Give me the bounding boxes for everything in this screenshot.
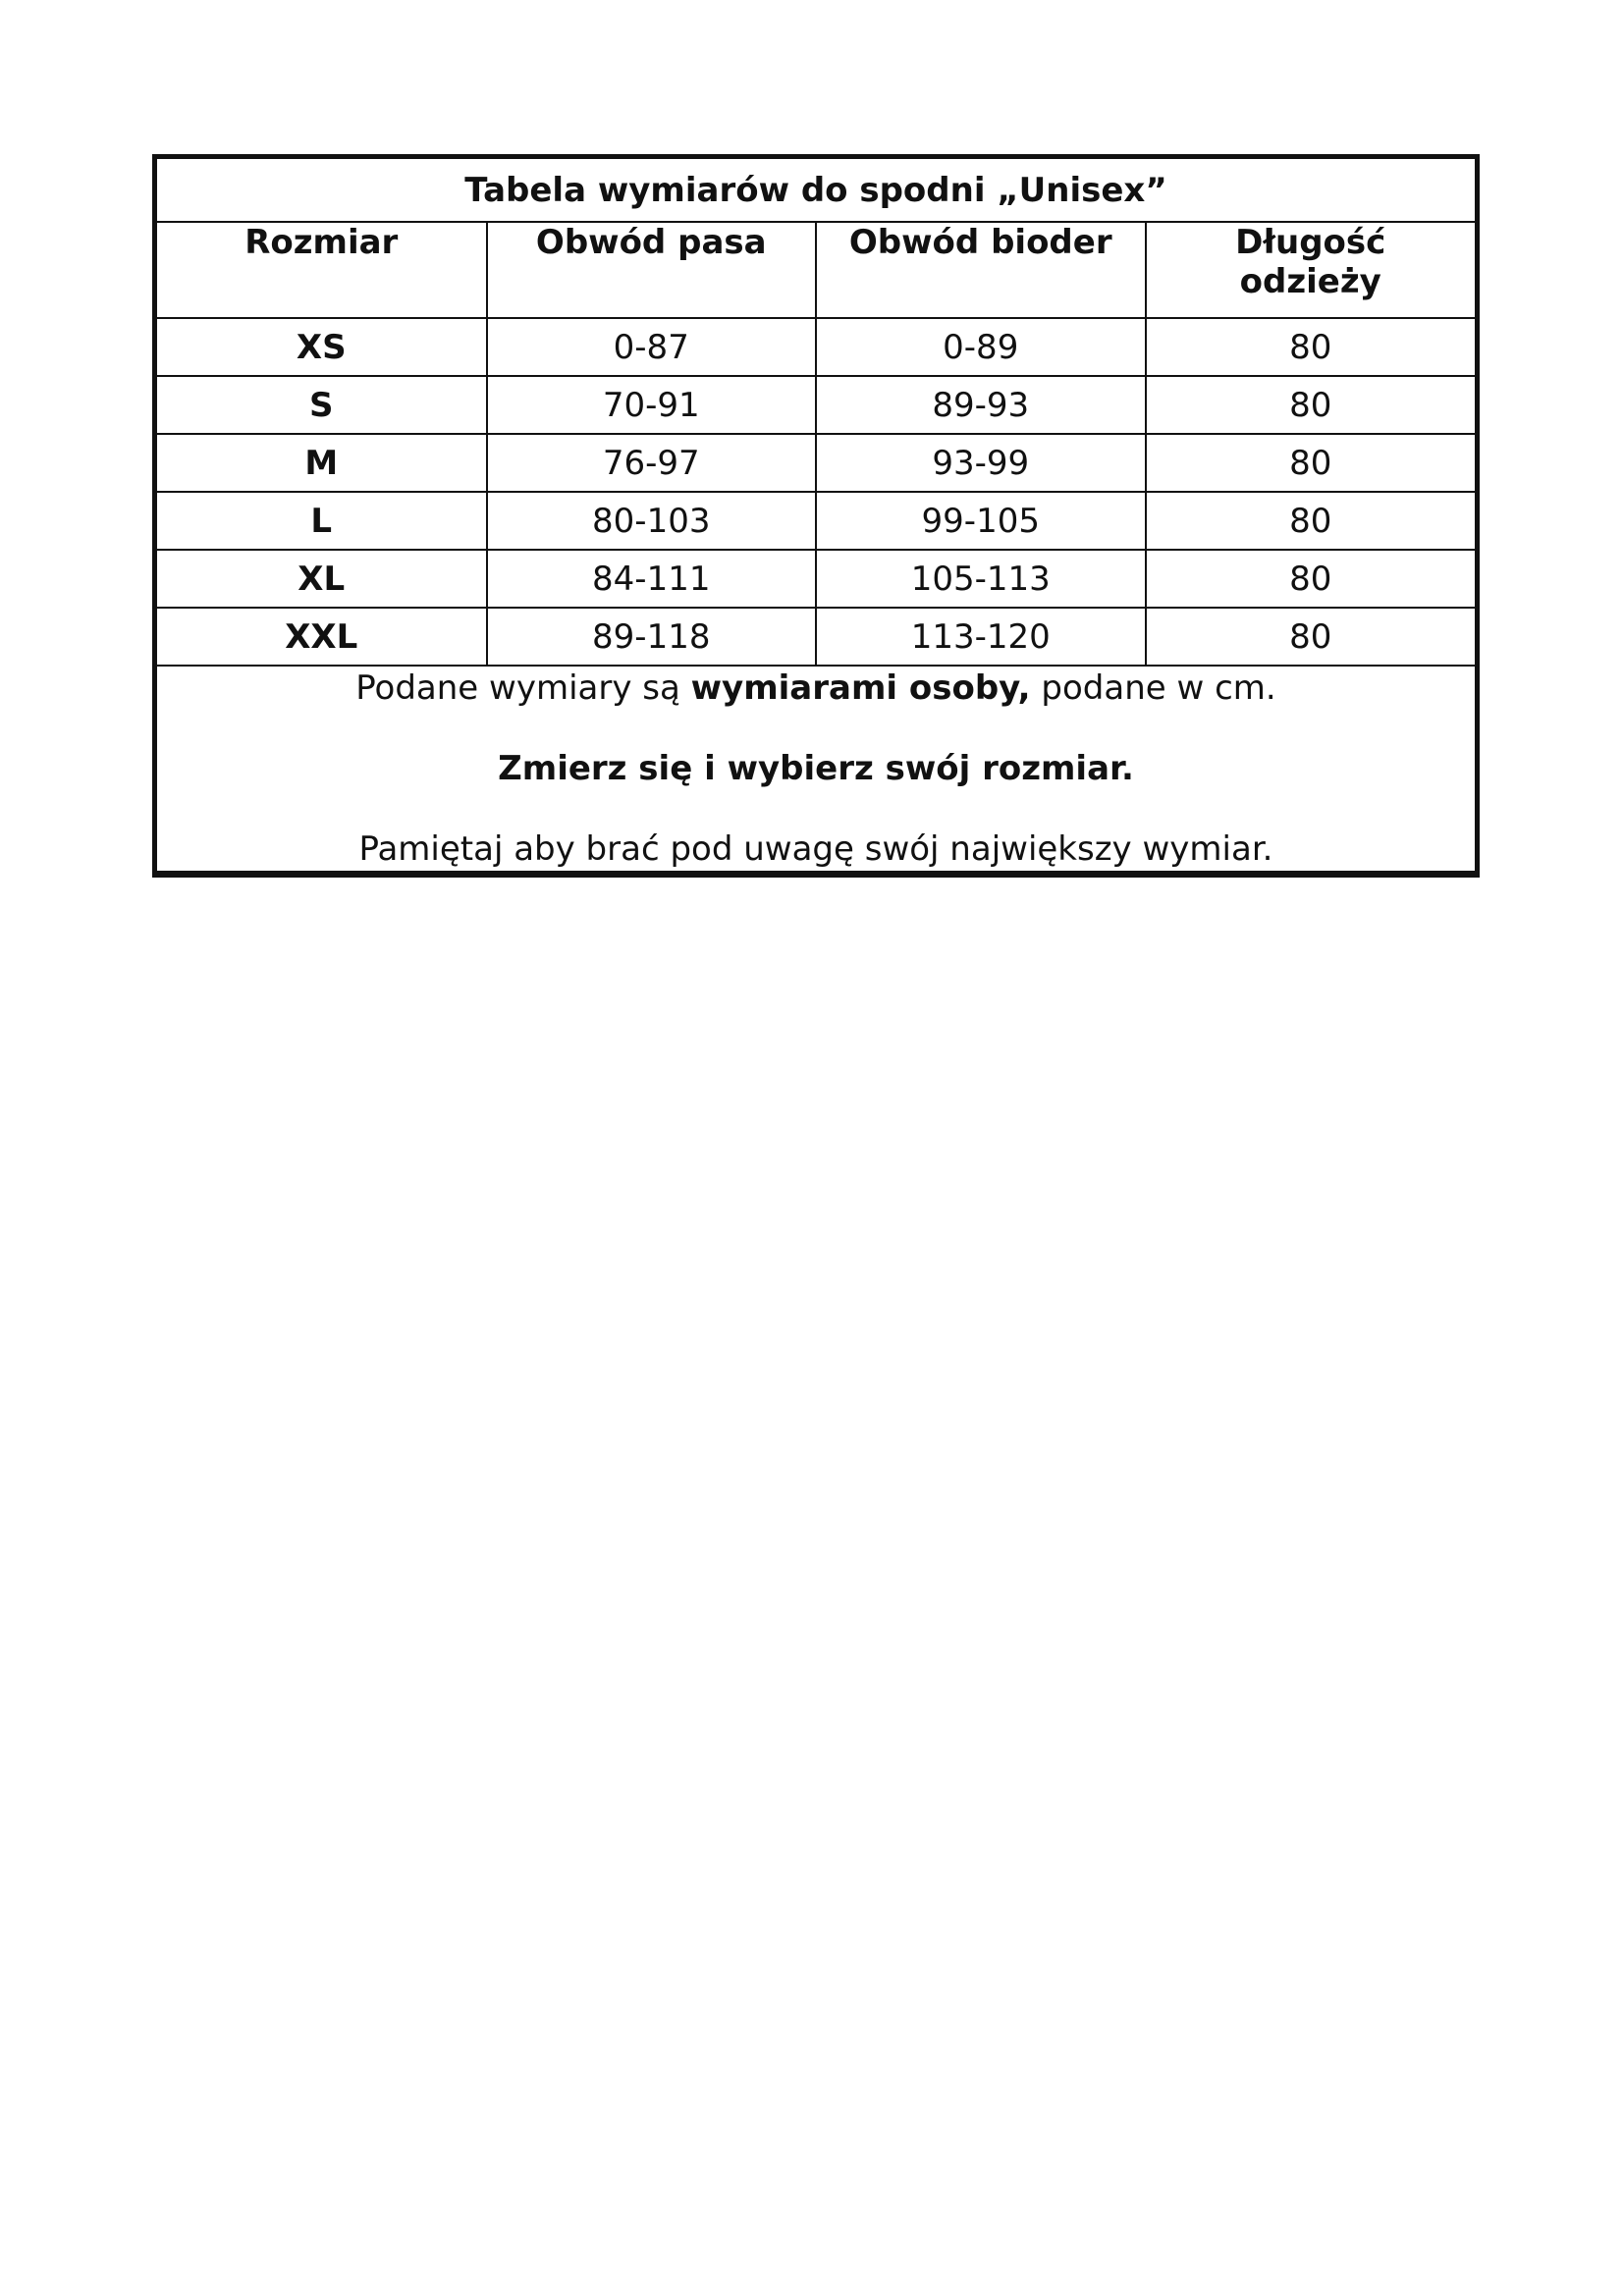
note-measurements [157,667,1475,710]
header-size: Rozmiar [157,222,487,318]
cell-size: M [157,434,487,492]
table-title-row [157,159,1475,222]
cell-waist: 70-91 [487,376,817,434]
cell-length: 80 [1146,492,1476,550]
cell-waist: 84-111 [487,550,817,608]
cell-size: L [157,492,487,550]
cell-hips: 99-105 [816,492,1146,550]
note-measurements-end: podane w cm. [1030,668,1276,708]
cell-length: 80 [1146,434,1476,492]
cell-hips: 0-89 [816,318,1146,376]
cell-size: S [157,376,487,434]
table-row [157,376,1475,434]
cell-length: 80 [1146,318,1476,376]
header-hips: Obwód bioder [816,222,1146,318]
header-waist: Obwód pasa [487,222,817,318]
cell-hips: 113-120 [816,608,1146,666]
cell-length: 80 [1146,376,1476,434]
cell-waist: 89-118 [487,608,817,666]
notes-cell [157,666,1475,872]
header-length-line2: odzieży [1239,262,1381,301]
cell-waist: 0-87 [487,318,817,376]
header-length [1146,222,1476,318]
note-measurements-bold: wymiarami osoby, [690,668,1031,708]
size-chart-sheet [152,154,1480,878]
table-title: Tabela wymiarów do spodni „Unisex” [157,159,1475,222]
cell-size: XXL [157,608,487,666]
table-row [157,318,1475,376]
cell-hips: 93-99 [816,434,1146,492]
table-header-row [157,222,1475,318]
note-largest-measurement: Pamiętaj aby brać pod uwagę swój największy wymiar. [358,829,1273,869]
cell-hips: 105-113 [816,550,1146,608]
cell-size: XL [157,550,487,608]
header-length-line1: Długość [1235,223,1386,262]
size-chart-table [157,159,1475,873]
notes-row [157,666,1475,872]
table-row [157,608,1475,666]
cell-length: 80 [1146,550,1476,608]
table-row [157,492,1475,550]
cell-waist: 80-103 [487,492,817,550]
table-row [157,434,1475,492]
cell-waist: 76-97 [487,434,817,492]
cell-length: 80 [1146,608,1476,666]
note-measurements-start: Podane wymiary są [355,668,691,708]
note-measure-yourself: Zmierz się i wybierz swój rozmiar. [498,749,1134,788]
cell-hips: 89-93 [816,376,1146,434]
cell-size: XS [157,318,487,376]
table-row [157,550,1475,608]
